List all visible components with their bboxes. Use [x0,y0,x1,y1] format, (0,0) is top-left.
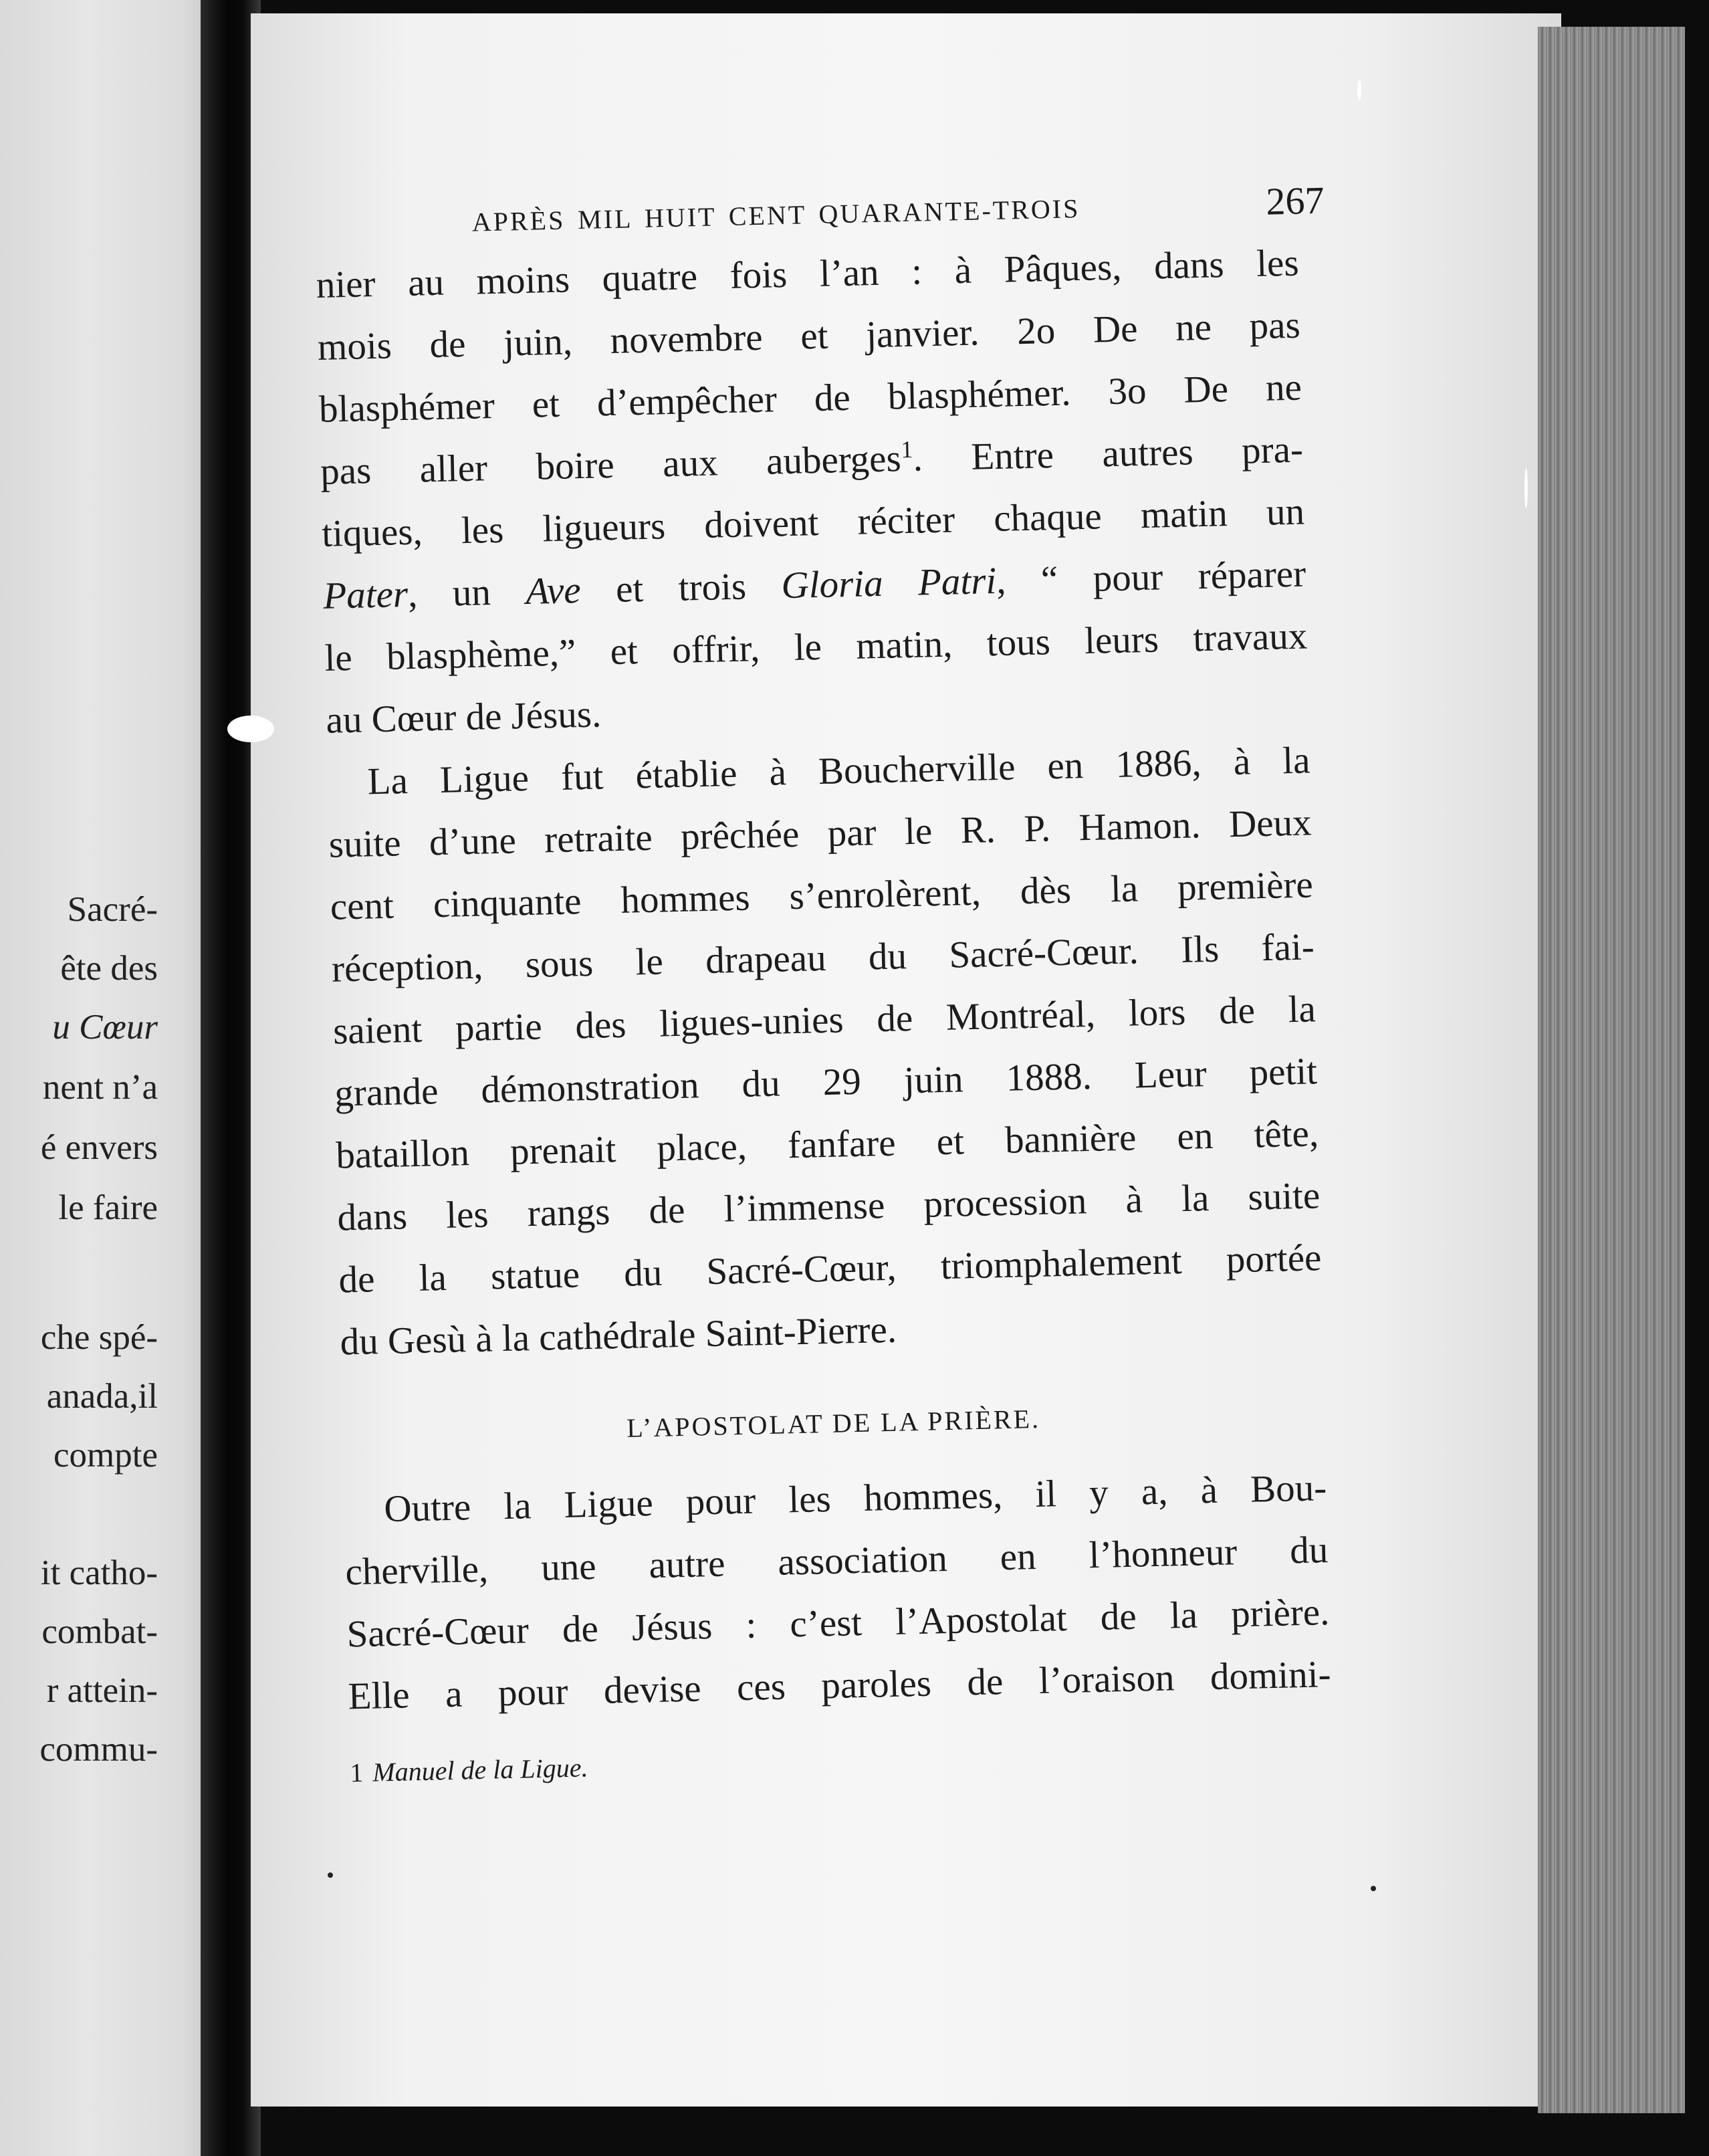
text-fragment: . Entre autres pra- [912,428,1304,479]
scan-artifact [328,1872,333,1878]
section-heading: L’APOSTOLAT DE LA PRIÈRE. [626,1403,1041,1443]
scan-artifact [1524,468,1528,508]
page-number: 267 [1265,178,1325,223]
text-line: mois de juin, novembre et janvier. 2o De ne pas [317,304,1301,368]
text-fragment: pas aller boire aux auberges [320,437,902,493]
text-fragment: , un [407,570,527,615]
text-line: Elle a pour devise ces paroles de l’oraison domini- [348,1653,1332,1718]
left-page-line: nent n’a [42,1068,158,1107]
italic-term: Pater [322,572,409,617]
left-page-line: commu- [39,1730,158,1769]
text-line: dans les rangs de l’immense procession à la suite [336,1174,1321,1239]
page-text-block [314,179,1333,1794]
running-title: APRÈS MIL HUIT CENT QUARANTE-TROIS [471,193,1080,237]
left-page-line: é envers [40,1128,158,1167]
text-line: suite d’une retraite prêchée par le R. P. Hamon. Deux [328,801,1313,866]
footnote-number: 1 [349,1757,364,1788]
left-page-line: combat- [41,1612,158,1651]
text-line: Sacré-Cœur de Jésus : c’est l’Apostolat de la prière. [346,1591,1330,1656]
text-line: saient partie des ligues-unies de Montréal, lors de la [332,988,1317,1053]
left-page-line: Sacré- [67,890,158,929]
left-page-line: compte [53,1436,158,1475]
text-line: Outre la Ligue pour les hommes, il y a, à Bou- [383,1467,1327,1531]
footnote-reference: 1 [900,435,913,463]
left-page-line: it catho- [40,1553,158,1592]
text-fragment: , “ pour réparer [996,552,1306,602]
text-line: réception, sous le drapeau du Sacré-Cœur. Ils fai- [331,926,1315,990]
scan-artifact [1357,80,1361,100]
left-page-line: ête des [60,949,158,988]
text-line: du Gesù à la cathédrale Saint-Pierre. [340,1308,897,1364]
footnote-text: Manuel de la Ligue. [372,1752,588,1788]
text-line: de la statue du Sacré-Cœur, triomphalement portée [338,1236,1322,1301]
text-line: cent cinquante hommes s’enrolèrent, dès la première [330,863,1314,928]
text-line: La Ligue fut établie à Boucherville en 1886, à la [367,739,1311,803]
text-line: cherville, une autre association en l’honneur du [344,1529,1329,1594]
book-fore-edge [1538,27,1685,2113]
text-line: tiques, les ligueurs doivent réciter chaque matin un [321,490,1305,555]
text-line: au Cœur de Jésus. [325,693,602,742]
text-line: grande démonstration du 29 juin 1888. Leur petit [334,1050,1318,1115]
text-line: blasphémer et d’empêcher de blasphémer. 3o De ne [318,366,1302,431]
text-line: le blasphème,” et offrir, le matin, tous leurs travaux [324,615,1308,679]
left-page-line: anada,il [46,1377,158,1416]
paragraph-ligue-rules [316,232,1310,752]
left-page-line: r attein- [46,1671,158,1710]
left-page-line: che spé- [40,1318,158,1357]
left-page-line: le faire [58,1188,158,1227]
text-fragment: et trois [580,564,782,612]
italic-term: Gloria Patri [780,560,997,607]
scan-artifact [1371,1886,1376,1891]
scan-artifact [227,716,274,742]
paragraph-ligue-history [327,729,1324,1373]
paragraph-apostolat [343,1457,1331,1727]
previous-page-edge [0,0,214,2156]
italic-term: Ave [525,569,582,613]
text-line: nier au moins quatre fois l’an : à Pâques, dans les [316,241,1300,306]
text-line: bataillon prenait place, fanfare et bannière en tête, [335,1112,1319,1177]
left-page-line: u Cœur [52,1008,158,1047]
